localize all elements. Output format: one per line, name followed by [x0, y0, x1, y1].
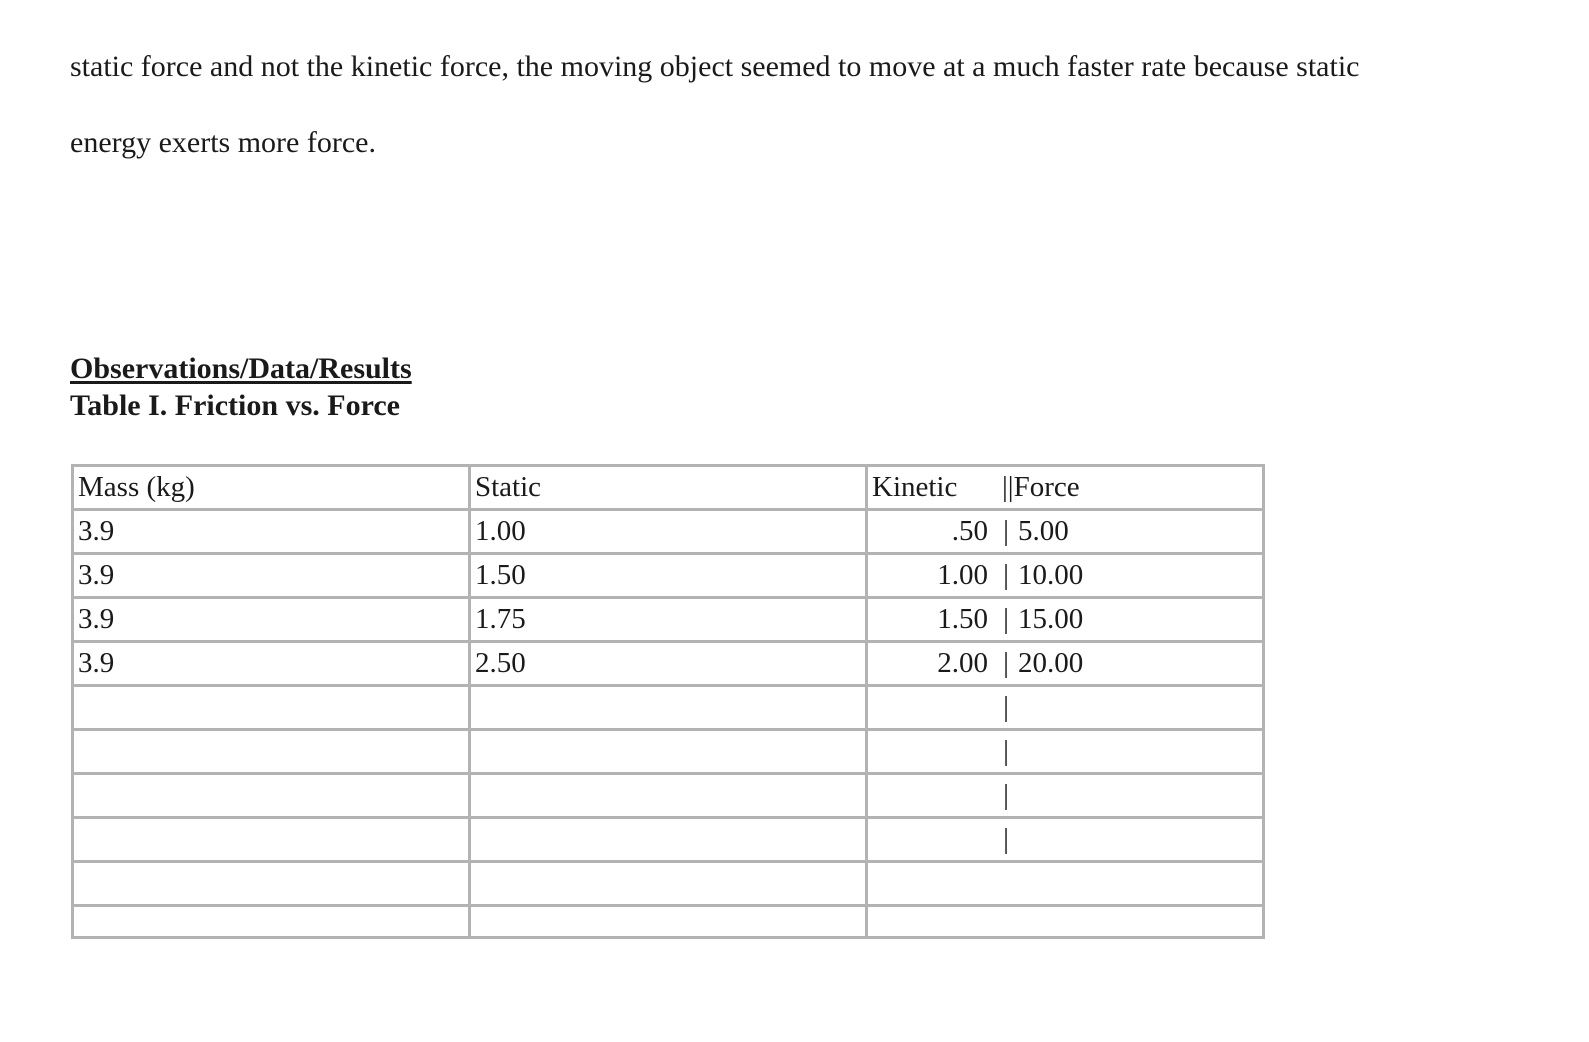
empty-table-row — [73, 862, 1264, 906]
table-row — [73, 554, 1264, 598]
empty-cell — [73, 862, 470, 906]
cell-kinetic: .50 — [951, 515, 988, 547]
empty-table-row — [73, 730, 1264, 774]
empty-cell — [73, 906, 470, 938]
empty-cell — [470, 906, 867, 938]
empty-cell — [470, 730, 867, 774]
table-row — [73, 598, 1264, 642]
cell-static: 1.75 — [470, 598, 867, 642]
empty-cell — [470, 774, 867, 818]
column-separator: | — [1003, 779, 1009, 811]
column-separator: | — [1003, 691, 1009, 723]
cell-kinetic-force — [867, 554, 1264, 598]
empty-table-row — [73, 906, 1264, 938]
empty-cell — [867, 686, 1264, 730]
empty-table-row — [73, 818, 1264, 862]
header-static: Static — [470, 466, 867, 510]
cell-force: 10.00 — [1018, 559, 1084, 591]
empty-table-row — [73, 686, 1264, 730]
cell-mass: 3.9 — [73, 642, 470, 686]
cell-kinetic-force — [867, 510, 1264, 554]
empty-cell — [867, 730, 1264, 774]
header-kinetic: Kinetic — [872, 471, 958, 503]
column-separator: | — [1003, 515, 1009, 547]
table-caption: Table I. Friction vs. Force — [70, 389, 400, 422]
empty-cell — [73, 774, 470, 818]
column-separator: | — [1003, 823, 1009, 855]
cell-kinetic: 1.50 — [937, 603, 988, 635]
paragraph-line-1: static force and not the kinetic force, the moving object seemed to move at a much faster rate because static — [70, 50, 1360, 83]
cell-force: 20.00 — [1018, 647, 1084, 679]
cell-force: 15.00 — [1018, 603, 1084, 635]
cell-static: 2.50 — [470, 642, 867, 686]
header-force: Force — [1013, 471, 1080, 503]
header-kinetic-force — [867, 466, 1264, 510]
empty-cell — [470, 818, 867, 862]
table-header-row — [73, 466, 1264, 510]
table-row — [73, 642, 1264, 686]
empty-cell — [73, 686, 470, 730]
column-separator: | — [1003, 603, 1009, 635]
header-mass: Mass (kg) — [73, 466, 470, 510]
empty-cell — [470, 686, 867, 730]
empty-table-row — [73, 774, 1264, 818]
header-separator: || — [1002, 471, 1014, 503]
empty-cell — [867, 862, 1264, 906]
empty-cell — [867, 818, 1264, 862]
cell-kinetic: 1.00 — [937, 559, 988, 591]
column-separator: | — [1003, 647, 1009, 679]
column-separator: | — [1003, 735, 1009, 767]
section-heading: Observations/Data/Results — [70, 352, 412, 385]
cell-kinetic-force — [867, 642, 1264, 686]
empty-cell — [470, 862, 867, 906]
cell-kinetic: 2.00 — [937, 647, 988, 679]
cell-static: 1.50 — [470, 554, 867, 598]
cell-kinetic-force — [867, 598, 1264, 642]
cell-mass: 3.9 — [73, 510, 470, 554]
friction-force-table — [71, 464, 1265, 939]
empty-cell — [867, 906, 1264, 938]
table-row — [73, 510, 1264, 554]
cell-force: 5.00 — [1018, 515, 1069, 547]
empty-cell — [73, 730, 470, 774]
cell-mass: 3.9 — [73, 554, 470, 598]
empty-cell — [867, 774, 1264, 818]
cell-mass: 3.9 — [73, 598, 470, 642]
empty-cell — [73, 818, 470, 862]
column-separator: | — [1003, 559, 1009, 591]
paragraph-line-2: energy exerts more force. — [70, 126, 376, 159]
cell-static: 1.00 — [470, 510, 867, 554]
